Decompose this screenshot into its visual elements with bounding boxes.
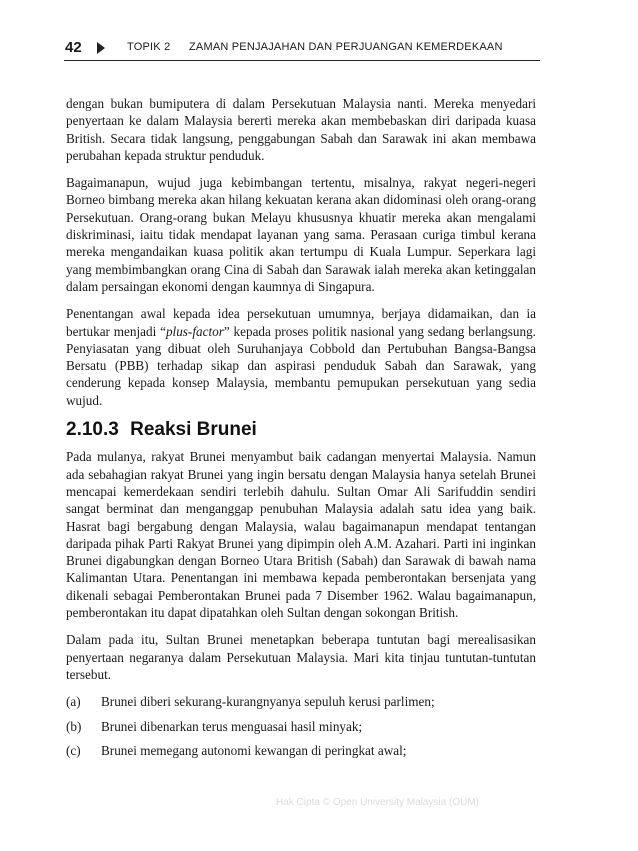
demands-list — [66, 693, 536, 759]
main-content — [66, 95, 536, 766]
paragraph-2: Bagaimanapun, wujud juga kebimbangan tertentu, misalnya, rakyat negeri-negeri Borneo bimbang mereka akan hilang kekuatan kerana akan didominasi oleh orang-orang Persekutuan. Orang-orang bukan Melayu khususnya khuatir mereka akan mengalami diskriminasi, iaitu tidak mendapat layanan yang sama. Perasaan curiga timbul kerana mereka mengandaikan kuasa politik akan tertumpu di Kuala Lumpur. Seperkara lagi yang membimbangkan orang Cina di Sabah dan Sarawak ialah mereka akan ketinggalan dalam persaingan ekonomi dengan kaumnya di Singapura. — [66, 175, 536, 294]
plus-factor-term: plus-factor — [165, 323, 224, 339]
topic-label: TOPIK 2 — [127, 41, 171, 53]
arrow-right-icon — [97, 42, 105, 54]
chapter-title: ZAMAN PENJAJAHAN DAN PERJUANGAN KEMERDEKAAN — [189, 41, 503, 53]
list-item-text: Brunei memegang autonomi kewangan di peringkat awal; — [101, 742, 407, 758]
copyright-footer: Hak Cipta © Open University Malaysia (OUM) — [276, 797, 479, 808]
list-item-text: Brunei dibenarkan terus menguasai hasil minyak; — [101, 718, 363, 734]
list-item — [66, 693, 536, 710]
list-item-label: (b) — [66, 718, 82, 734]
section-heading — [66, 419, 536, 441]
paragraph-1: dengan bukan bumiputera di dalam Persekutuan Malaysia nanti. Mereka menyedari penyertaan ke dalam Malaysia bererti mereka akan membebaskan diri daripada kuasa British. Secara tidak langsung, penggabungan Sabah dan Sarawak ini akan membawa perubahan kepada struktur penduduk. — [66, 96, 536, 163]
list-item-text: Brunei diberi sekurang-kurangnyanya sepuluh kerusi parlimen; — [101, 694, 435, 710]
paragraph-3 — [66, 305, 536, 409]
list-item — [66, 718, 536, 735]
paragraph-3-start: Penentangan awal kepada idea persekutuan umumnya, berjaya didamaikan, dan ia bertukar menjadi “ — [66, 306, 536, 339]
list-item — [66, 742, 536, 759]
list-item-label: (c) — [66, 742, 81, 758]
paragraph-3-end: ” kepada proses politik nasional yang sedang berlangsung. Penyiasatan yang dibuat oleh Suruhanjaya Cobbold dan Pertubuhan Bangsa-Bangsa Bersatu (PBB) terhadap sikap dan aspirasi penduduk Sabah dan Sarawak, yang cenderung kepada konsep Malaysia, membantu pemupukan persekutuan yang sedia wujud. — [66, 323, 536, 408]
list-item-label: (a) — [66, 694, 81, 710]
paragraph-5: Dalam pada itu, Sultan Brunei menetapkan beberapa tuntutan bagi merealisasikan penyertaan negaranya dalam Persekutuan Malaysia. Mari kita tinjau tuntutan-tuntutan tersebut. — [66, 632, 536, 682]
section-number: 2.10.3 — [66, 419, 119, 441]
section-title: Reaksi Brunei — [130, 419, 257, 441]
paragraph-4: Pada mulanya, rakyat Brunei menyambut baik cadangan menyertai Malaysia. Namun ada sebahagian rakyat Brunei yang ingin bersatu dengan Malaysia hanya setelah Brunei mencapai kemerdekaan sendiri terlebih dahulu. Sultan Omar Ali Sarifuddin sendiri sangat berminat dan menganggap penubuhan Malaysia adalah satu idea yang baik. Hasrat bagi bergabung dengan Malaysia, walau bagaimanapun mendapat tentangan daripada pihak Parti Rakyat Brunei yang dipimpin oleh A.M. Azahari. Parti ini inginkan Brunei digabungkan dengan Borneo Utara British (Sabah) dan Sarawak di bawah nama Kalimantan Utara. Penentangan ini membawa kepada pemberontakan bersenjata yang dikenali sebagai Pemberontakan Brunei pada 7 Disember 1962. Walau bagaimanapun, pemberontakan itu dapat dipatahkan oleh Sultan dengan sokongan British. — [66, 449, 536, 621]
page-header — [64, 38, 540, 61]
page-number: 42 — [65, 39, 82, 56]
